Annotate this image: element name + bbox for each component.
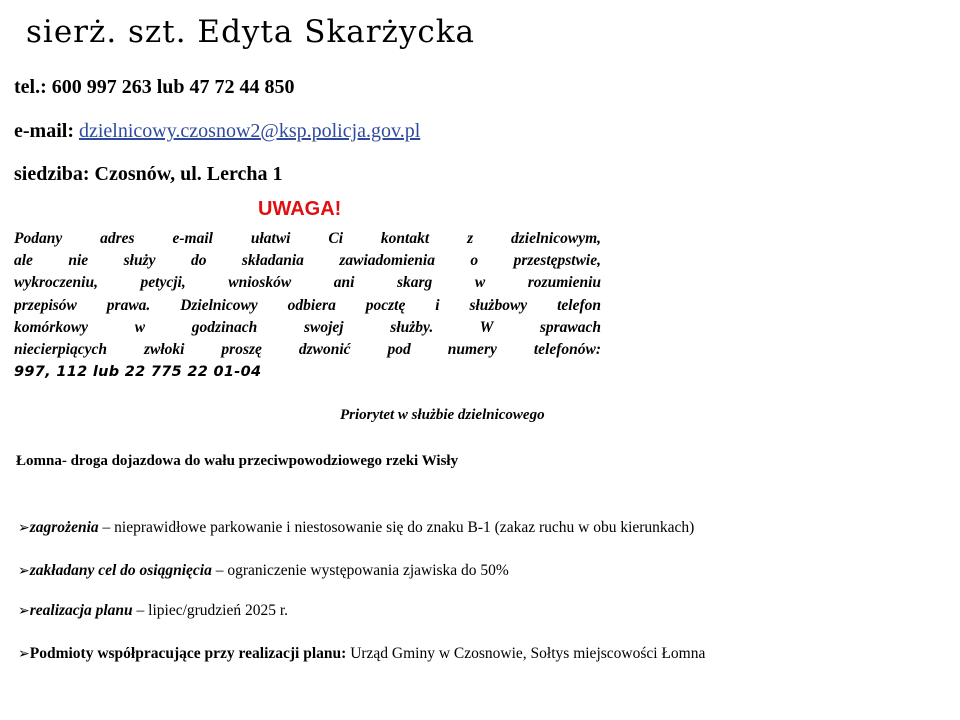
bullet-text: – ograniczenie występowania zjawiska do 50% [211, 562, 509, 579]
warning-line: ale nie służy do składania zawiadomienia o przestępstwie, [14, 252, 601, 270]
office-address: siedziba: Czosnów, ul. Lercha 1 [14, 163, 283, 185]
bullet-text: – lipiec/grudzień 2025 r. [132, 602, 289, 619]
arrow-bullet-icon: ➢ [18, 563, 30, 579]
warning-notice [14, 228, 601, 383]
officer-name: sierż. szt. Edyta Skarżycka [26, 14, 476, 50]
bullet-label: zagrożenia [29, 519, 99, 536]
warning-line: przepisów prawa. Dzielnicowy odbiera pocztę i służbowy telefon [14, 296, 601, 314]
email-label: e-mail [14, 120, 68, 142]
bullet-partners [18, 645, 705, 663]
bullet-goal [18, 562, 509, 580]
bullet-label: Podmioty współpracujące przy realizacji planu: [29, 645, 347, 662]
warning-line: niecierpiących zwłoki proszę dzwonić pod numery telefonów: [14, 340, 601, 358]
arrow-bullet-icon: ➢ [18, 646, 30, 662]
warning-line: wykroczeniu, petycji, wniosków ani skarg w rozumieniu [14, 274, 601, 292]
warning-title: UWAGA! [258, 198, 342, 220]
priority-title: Priorytet w służbie dzielnicowego [340, 407, 545, 423]
warning-line: komórkowy w godzinach swojej służby. W sprawach [14, 318, 601, 336]
bullet-label: zakładany cel do osiągnięcia [29, 562, 212, 579]
arrow-bullet-icon: ➢ [18, 520, 30, 536]
arrow-bullet-icon: ➢ [18, 603, 30, 619]
email-separator: : [67, 120, 74, 142]
email-link[interactable]: dzielnicowy.czosnow2@ksp.policja.gov.pl [78, 120, 421, 142]
bullet-threats [18, 519, 694, 537]
bullet-text: Urząd Gminy w Czosnowie, Sołtys miejscowości Łomna [346, 645, 706, 662]
bullet-text: – nieprawidłowe parkowanie i niestosowanie się do znaku B-1 (zakaz ruchu w obu kierunkach) [98, 519, 695, 536]
priority-location: Łomna- droga dojazdowa do wału przeciwpowodziowego rzeki Wisły [16, 453, 459, 469]
bullet-timeline [18, 602, 288, 620]
bullet-label: realizacja planu [29, 602, 133, 619]
phone-line: tel.: 600 997 263 lub 47 72 44 850 [14, 76, 295, 98]
emergency-phones: 997, 112 lub 22 775 22 01-04 [14, 364, 262, 381]
email-line [14, 120, 420, 143]
warning-line: Podany adres e-mail ułatwi Ci kontakt z dzielnicowym, [14, 230, 601, 247]
